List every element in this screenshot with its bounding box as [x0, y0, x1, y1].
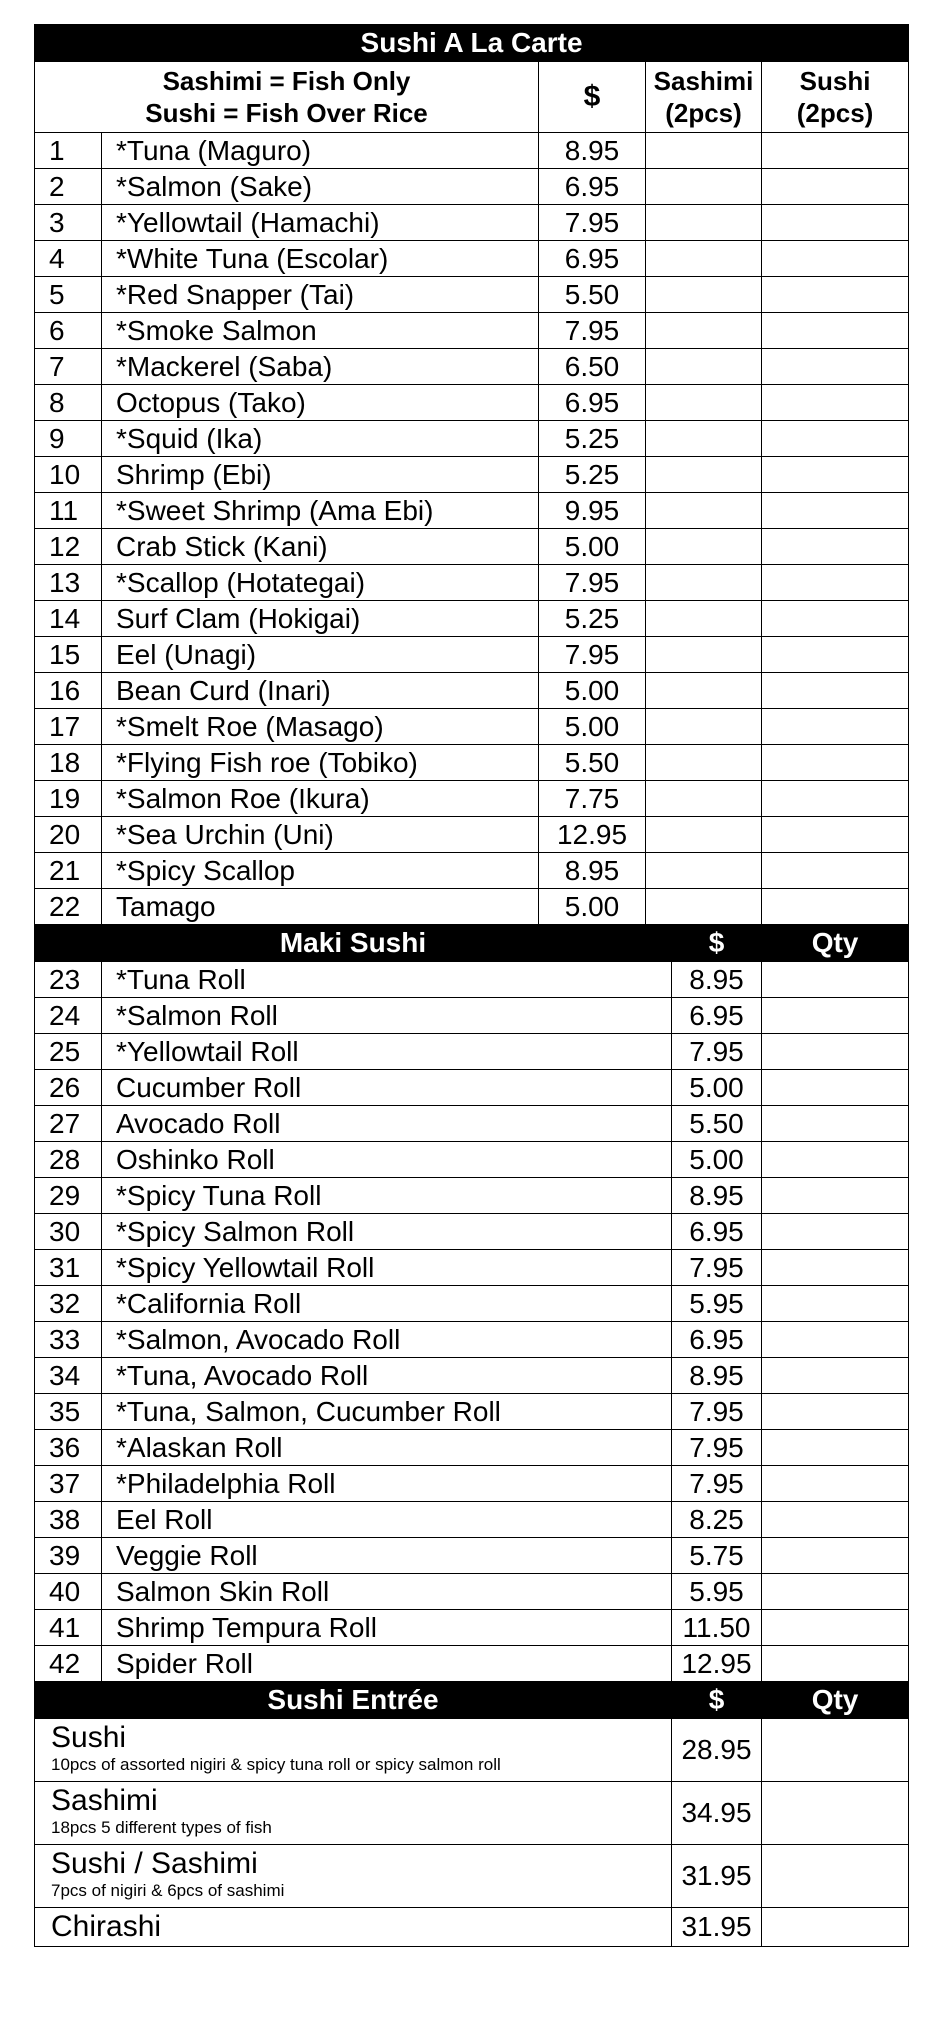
sushi-qty-cell[interactable] [762, 169, 909, 205]
entree-price: 31.95 [672, 1845, 762, 1908]
item-number: 32 [35, 1286, 102, 1322]
maki-row [35, 1646, 909, 1682]
sushi-qty-cell[interactable] [762, 673, 909, 709]
entree-item [35, 1782, 672, 1845]
item-number: 23 [35, 962, 102, 998]
item-name: *Sea Urchin (Uni) [102, 817, 539, 853]
maki-row [35, 1430, 909, 1466]
item-price: 6.95 [672, 998, 762, 1034]
item-number: 33 [35, 1322, 102, 1358]
entree-price: 34.95 [672, 1782, 762, 1845]
item-price: 9.95 [539, 493, 646, 529]
item-number: 21 [35, 853, 102, 889]
entree-item [35, 1845, 672, 1908]
qty-cell[interactable] [762, 1719, 909, 1782]
item-name: *Spicy Tuna Roll [102, 1178, 672, 1214]
maki-row [35, 962, 909, 998]
a-la-carte-row [35, 889, 909, 925]
item-price: 5.50 [539, 277, 646, 313]
item-price: 5.25 [539, 457, 646, 493]
sushi-qty-cell[interactable] [762, 637, 909, 673]
a-la-carte-row [35, 493, 909, 529]
a-la-carte-row [35, 313, 909, 349]
a-la-carte-row [35, 529, 909, 565]
item-price: 6.95 [672, 1322, 762, 1358]
item-name: *Mackerel (Saba) [102, 349, 539, 385]
item-name: *Smelt Roe (Masago) [102, 709, 539, 745]
item-name: *White Tuna (Escolar) [102, 241, 539, 277]
item-price: 8.25 [672, 1502, 762, 1538]
a-la-carte-row [35, 457, 909, 493]
item-name: *Salmon Roe (Ikura) [102, 781, 539, 817]
item-name: Crab Stick (Kani) [102, 529, 539, 565]
item-price: 12.95 [539, 817, 646, 853]
maki-row [35, 1250, 909, 1286]
sashimi-qty-cell[interactable] [646, 169, 762, 205]
sashimi-qty-cell[interactable] [646, 565, 762, 601]
qty-cell[interactable] [762, 1466, 909, 1502]
maki-row [35, 1178, 909, 1214]
item-name: *Yellowtail (Hamachi) [102, 205, 539, 241]
item-name: *Tuna (Maguro) [102, 133, 539, 169]
sashimi-qty-cell[interactable] [646, 349, 762, 385]
item-name: *Salmon (Sake) [102, 169, 539, 205]
item-price: 8.95 [539, 853, 646, 889]
item-name: Bean Curd (Inari) [102, 673, 539, 709]
qty-cell[interactable] [762, 1538, 909, 1574]
sushi-column-header: Sushi (2pcs) [762, 62, 909, 133]
sashimi-qty-cell[interactable] [646, 709, 762, 745]
maki-qty-header: Qty [762, 925, 909, 962]
sashimi-qty-cell[interactable] [646, 385, 762, 421]
maki-row [35, 1466, 909, 1502]
sashimi-qty-cell[interactable] [646, 745, 762, 781]
a-la-carte-row [35, 781, 909, 817]
item-price: 8.95 [672, 1178, 762, 1214]
a-la-carte-row [35, 745, 909, 781]
qty-cell[interactable] [762, 1908, 909, 1947]
qty-cell[interactable] [762, 1250, 909, 1286]
qty-cell[interactable] [762, 1502, 909, 1538]
a-la-carte-row [35, 169, 909, 205]
item-name: *Spicy Salmon Roll [102, 1214, 672, 1250]
item-number: 39 [35, 1538, 102, 1574]
item-price: 5.95 [672, 1574, 762, 1610]
a-la-carte-row [35, 817, 909, 853]
item-number: 30 [35, 1214, 102, 1250]
item-name: Avocado Roll [102, 1106, 672, 1142]
sushi-definition: Sushi = Fish Over Rice [145, 98, 428, 128]
item-name: Salmon Skin Roll [102, 1574, 672, 1610]
item-number: 22 [35, 889, 102, 925]
item-number: 31 [35, 1250, 102, 1286]
item-name: *Salmon Roll [102, 998, 672, 1034]
sashimi-qty-cell[interactable] [646, 205, 762, 241]
entree-name: Sushi [51, 1721, 127, 1754]
qty-cell[interactable] [762, 1646, 909, 1682]
qty-cell[interactable] [762, 1286, 909, 1322]
qty-cell[interactable] [762, 1394, 909, 1430]
price-column-header: $ [539, 62, 646, 133]
a-la-carte-row [35, 385, 909, 421]
item-name: *Red Snapper (Tai) [102, 277, 539, 313]
sashimi-qty-cell[interactable] [646, 457, 762, 493]
item-number: 36 [35, 1430, 102, 1466]
item-number: 5 [35, 277, 102, 313]
item-name: Surf Clam (Hokigai) [102, 601, 539, 637]
item-number: 37 [35, 1466, 102, 1502]
item-price: 5.00 [539, 889, 646, 925]
entree-row [35, 1719, 909, 1782]
item-name: *Yellowtail Roll [102, 1034, 672, 1070]
a-la-carte-row [35, 673, 909, 709]
sashimi-qty-cell[interactable] [646, 601, 762, 637]
sashimi-qty-cell[interactable] [646, 637, 762, 673]
qty-cell[interactable] [762, 1845, 909, 1908]
entree-price: 31.95 [672, 1908, 762, 1947]
item-name: Spider Roll [102, 1646, 672, 1682]
item-price: 7.95 [539, 313, 646, 349]
item-name: *Tuna, Avocado Roll [102, 1358, 672, 1394]
item-price: 6.95 [672, 1214, 762, 1250]
item-number: 9 [35, 421, 102, 457]
item-name: Tamago [102, 889, 539, 925]
item-number: 42 [35, 1646, 102, 1682]
item-number: 25 [35, 1034, 102, 1070]
sushi-qty-cell[interactable] [762, 241, 909, 277]
maki-header [35, 925, 909, 962]
item-number: 34 [35, 1358, 102, 1394]
item-price: 5.25 [539, 421, 646, 457]
sashimi-qty-cell[interactable] [646, 421, 762, 457]
maki-price-header: $ [672, 925, 762, 962]
a-la-carte-row [35, 709, 909, 745]
sashimi-sushi-definition [35, 62, 539, 133]
qty-cell[interactable] [762, 962, 909, 998]
sushi-qty-cell[interactable] [762, 889, 909, 925]
sushi-qty-cell[interactable] [762, 313, 909, 349]
item-name: *Spicy Yellowtail Roll [102, 1250, 672, 1286]
sushi-qty-cell[interactable] [762, 709, 909, 745]
sashimi-qty-cell[interactable] [646, 277, 762, 313]
entree-name: Chirashi [51, 1910, 162, 1943]
item-price: 8.95 [672, 1358, 762, 1394]
qty-cell[interactable] [762, 1070, 909, 1106]
item-price: 7.95 [539, 565, 646, 601]
maki-row [35, 1538, 909, 1574]
item-number: 20 [35, 817, 102, 853]
entree-qty-header: Qty [762, 1682, 909, 1719]
maki-row [35, 1034, 909, 1070]
sashimi-qty-cell[interactable] [646, 493, 762, 529]
item-number: 6 [35, 313, 102, 349]
item-name: *Spicy Scallop [102, 853, 539, 889]
maki-row [35, 1142, 909, 1178]
item-number: 2 [35, 169, 102, 205]
entree-name: Sushi / Sashimi [51, 1847, 258, 1880]
item-number: 4 [35, 241, 102, 277]
item-price: 5.50 [539, 745, 646, 781]
entree-title: Sushi Entrée [35, 1682, 672, 1719]
item-price: 12.95 [672, 1646, 762, 1682]
sashimi-qty-cell[interactable] [646, 313, 762, 349]
a-la-carte-row [35, 601, 909, 637]
entree-header [35, 1682, 909, 1719]
item-number: 10 [35, 457, 102, 493]
entree-description: 18pcs 5 different types of fish [51, 1818, 272, 1837]
item-number: 18 [35, 745, 102, 781]
a-la-carte-row [35, 133, 909, 169]
menu-table [34, 24, 909, 1947]
item-number: 38 [35, 1502, 102, 1538]
a-la-carte-row [35, 277, 909, 313]
item-name: *Tuna Roll [102, 962, 672, 998]
item-name: *Salmon, Avocado Roll [102, 1322, 672, 1358]
sashimi-column-header: Sashimi (2pcs) [646, 62, 762, 133]
entree-item [35, 1908, 672, 1947]
sushi-qty-cell[interactable] [762, 745, 909, 781]
sushi-qty-cell[interactable] [762, 601, 909, 637]
a-la-carte-row [35, 853, 909, 889]
sashimi-qty-cell[interactable] [646, 241, 762, 277]
item-number: 26 [35, 1070, 102, 1106]
item-number: 8 [35, 385, 102, 421]
sashimi-qty-cell[interactable] [646, 889, 762, 925]
item-name: Cucumber Roll [102, 1070, 672, 1106]
item-price: 5.00 [672, 1070, 762, 1106]
item-price: 11.50 [672, 1610, 762, 1646]
sushi-qty-cell[interactable] [762, 277, 909, 313]
sushi-qty-cell[interactable] [762, 529, 909, 565]
a-la-carte-header [35, 25, 909, 62]
item-name: Shrimp (Ebi) [102, 457, 539, 493]
entree-description: 10pcs of assorted nigiri & spicy tuna roll or spicy salmon roll [51, 1755, 501, 1774]
a-la-carte-row [35, 421, 909, 457]
item-number: 27 [35, 1106, 102, 1142]
item-number: 17 [35, 709, 102, 745]
sashimi-qty-cell[interactable] [646, 817, 762, 853]
qty-cell[interactable] [762, 1430, 909, 1466]
item-price: 5.50 [672, 1106, 762, 1142]
entree-row [35, 1782, 909, 1845]
item-number: 24 [35, 998, 102, 1034]
item-number: 3 [35, 205, 102, 241]
maki-row [35, 1106, 909, 1142]
entree-name: Sashimi [51, 1784, 158, 1817]
item-number: 29 [35, 1178, 102, 1214]
item-number: 11 [35, 493, 102, 529]
qty-cell[interactable] [762, 1106, 909, 1142]
sashimi-qty-cell[interactable] [646, 781, 762, 817]
qty-cell[interactable] [762, 1322, 909, 1358]
sushi-qty-cell[interactable] [762, 205, 909, 241]
item-name: Shrimp Tempura Roll [102, 1610, 672, 1646]
item-price: 5.00 [539, 673, 646, 709]
item-number: 40 [35, 1574, 102, 1610]
item-number: 15 [35, 637, 102, 673]
sushi-qty-cell[interactable] [762, 781, 909, 817]
a-la-carte-title: Sushi A La Carte [35, 25, 909, 62]
item-name: *California Roll [102, 1286, 672, 1322]
sashimi-qty-cell[interactable] [646, 529, 762, 565]
item-price: 5.00 [539, 529, 646, 565]
item-number: 7 [35, 349, 102, 385]
order-sheet [34, 24, 908, 1947]
entree-row [35, 1908, 909, 1947]
item-number: 1 [35, 133, 102, 169]
item-number: 14 [35, 601, 102, 637]
qty-cell[interactable] [762, 1034, 909, 1070]
maki-row [35, 1394, 909, 1430]
sashimi-qty-cell[interactable] [646, 673, 762, 709]
a-la-carte-row [35, 205, 909, 241]
item-price: 7.75 [539, 781, 646, 817]
item-number: 16 [35, 673, 102, 709]
qty-cell[interactable] [762, 1610, 909, 1646]
item-price: 7.95 [672, 1430, 762, 1466]
sushi-qty-cell[interactable] [762, 493, 909, 529]
item-price: 7.95 [539, 205, 646, 241]
sushi-qty-cell[interactable] [762, 565, 909, 601]
item-price: 7.95 [539, 637, 646, 673]
item-name: *Alaskan Roll [102, 1430, 672, 1466]
item-name: Eel Roll [102, 1502, 672, 1538]
entree-price-header: $ [672, 1682, 762, 1719]
item-price: 8.95 [672, 962, 762, 998]
qty-cell[interactable] [762, 1142, 909, 1178]
qty-cell[interactable] [762, 1178, 909, 1214]
item-number: 41 [35, 1610, 102, 1646]
item-price: 5.25 [539, 601, 646, 637]
item-price: 6.95 [539, 169, 646, 205]
item-price: 7.95 [672, 1034, 762, 1070]
maki-row [35, 1358, 909, 1394]
qty-cell[interactable] [762, 1574, 909, 1610]
item-number: 28 [35, 1142, 102, 1178]
sashimi-qty-cell[interactable] [646, 133, 762, 169]
item-name: *Tuna, Salmon, Cucumber Roll [102, 1394, 672, 1430]
a-la-carte-column-header [35, 62, 909, 133]
item-price: 5.75 [672, 1538, 762, 1574]
sushi-qty-cell[interactable] [762, 853, 909, 889]
sashimi-qty-cell[interactable] [646, 853, 762, 889]
item-number: 13 [35, 565, 102, 601]
item-name: Eel (Unagi) [102, 637, 539, 673]
item-price: 6.95 [539, 385, 646, 421]
sushi-qty-cell[interactable] [762, 385, 909, 421]
item-price: 6.95 [539, 241, 646, 277]
maki-row [35, 1214, 909, 1250]
item-name: Oshinko Roll [102, 1142, 672, 1178]
a-la-carte-row [35, 637, 909, 673]
item-price: 5.95 [672, 1286, 762, 1322]
qty-cell[interactable] [762, 1782, 909, 1845]
item-number: 19 [35, 781, 102, 817]
maki-row [35, 1286, 909, 1322]
item-price: 6.50 [539, 349, 646, 385]
qty-cell[interactable] [762, 998, 909, 1034]
a-la-carte-row [35, 565, 909, 601]
item-name: *Scallop (Hotategai) [102, 565, 539, 601]
maki-title: Maki Sushi [35, 925, 672, 962]
sashimi-definition: Sashimi = Fish Only [162, 66, 411, 96]
maki-row [35, 1322, 909, 1358]
sushi-qty-cell[interactable] [762, 349, 909, 385]
sushi-qty-cell[interactable] [762, 421, 909, 457]
item-name: Veggie Roll [102, 1538, 672, 1574]
item-name: *Smoke Salmon [102, 313, 539, 349]
item-name: *Philadelphia Roll [102, 1466, 672, 1502]
item-price: 7.95 [672, 1394, 762, 1430]
item-price: 5.00 [672, 1142, 762, 1178]
a-la-carte-row [35, 241, 909, 277]
item-price: 5.00 [539, 709, 646, 745]
entree-row [35, 1845, 909, 1908]
item-name: Octopus (Tako) [102, 385, 539, 421]
entree-item [35, 1719, 672, 1782]
maki-row [35, 1610, 909, 1646]
item-name: *Sweet Shrimp (Ama Ebi) [102, 493, 539, 529]
item-number: 12 [35, 529, 102, 565]
entree-price: 28.95 [672, 1719, 762, 1782]
item-price: 7.95 [672, 1250, 762, 1286]
maki-row [35, 1070, 909, 1106]
maki-row [35, 1502, 909, 1538]
item-price: 8.95 [539, 133, 646, 169]
item-number: 35 [35, 1394, 102, 1430]
qty-cell[interactable] [762, 1214, 909, 1250]
sushi-qty-cell[interactable] [762, 457, 909, 493]
maki-row [35, 1574, 909, 1610]
maki-row [35, 998, 909, 1034]
item-name: *Squid (Ika) [102, 421, 539, 457]
item-name: *Flying Fish roe (Tobiko) [102, 745, 539, 781]
entree-description: 7pcs of nigiri & 6pcs of sashimi [51, 1881, 285, 1900]
qty-cell[interactable] [762, 1358, 909, 1394]
sushi-qty-cell[interactable] [762, 133, 909, 169]
sushi-qty-cell[interactable] [762, 817, 909, 853]
a-la-carte-row [35, 349, 909, 385]
item-price: 7.95 [672, 1466, 762, 1502]
